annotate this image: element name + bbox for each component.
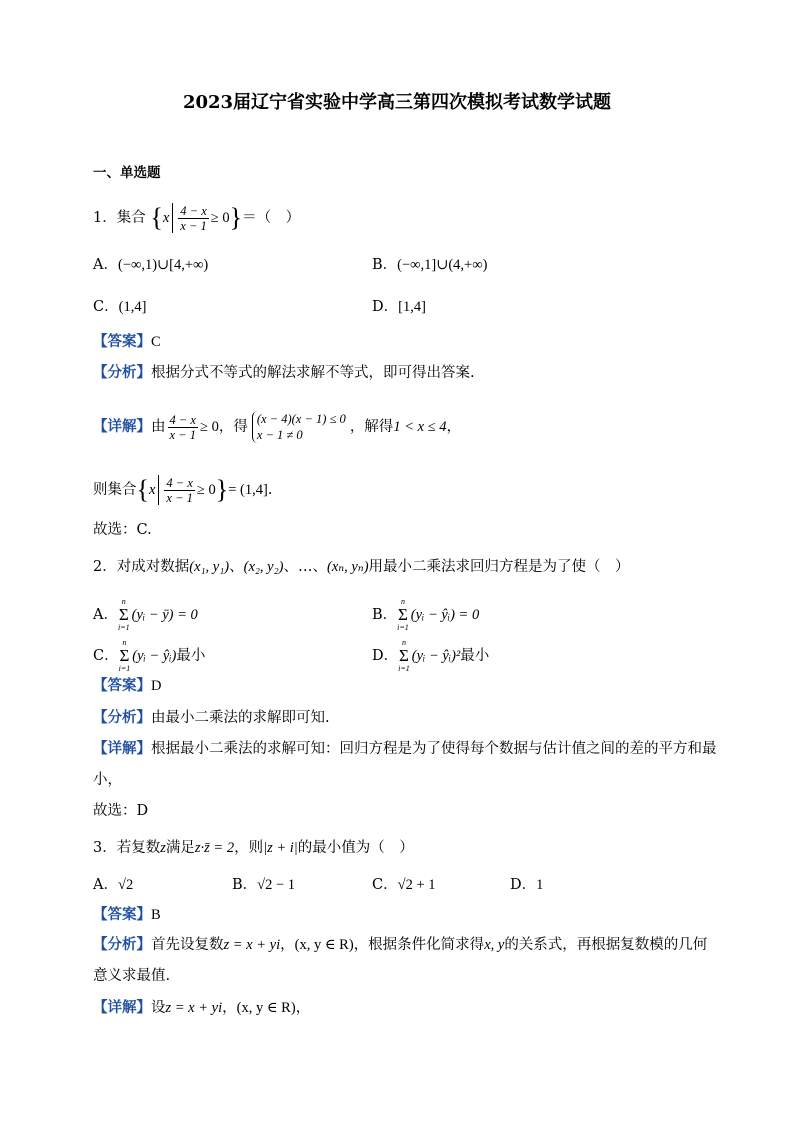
q3-answer bbox=[93, 905, 161, 925]
option-label: A． bbox=[93, 877, 118, 893]
sum-symbol bbox=[119, 638, 131, 674]
detail-text: ， bbox=[295, 1000, 311, 1016]
q2-detail bbox=[93, 739, 717, 759]
q1-option-a bbox=[93, 255, 208, 275]
option-label: D． bbox=[372, 648, 399, 664]
option-label: C． bbox=[93, 299, 119, 315]
q2-option-d bbox=[372, 638, 489, 674]
option-label: D． bbox=[510, 877, 537, 893]
pair-n: (xₙ, yₙ) bbox=[326, 559, 369, 575]
q1-option-b bbox=[372, 255, 487, 275]
brace-right: } bbox=[229, 203, 243, 232]
detail-tag: 【详解】 bbox=[93, 1000, 151, 1016]
option-text: √2 bbox=[117, 877, 134, 893]
sum-lower: i=1 bbox=[398, 664, 410, 673]
stem-text: 对成对数据 bbox=[116, 559, 190, 575]
analysis-text: ，根据条件化简求得 bbox=[353, 937, 485, 953]
pair-1: (x₁, y₁) bbox=[189, 559, 230, 575]
stem-text: 用最小二乘法求回归方程是为了使（ ） bbox=[368, 559, 630, 575]
stem-text: ，则 bbox=[234, 840, 264, 856]
answer-value: D bbox=[151, 678, 162, 694]
answer-value: C bbox=[151, 334, 161, 350]
sum-lower: i=1 bbox=[118, 664, 131, 673]
q3-option-a bbox=[93, 875, 133, 895]
detail-cond: ，(x, y ∈ R) bbox=[222, 1000, 296, 1016]
q2-option-c bbox=[93, 638, 205, 674]
option-label: B． bbox=[372, 257, 398, 273]
separator: 、 bbox=[229, 559, 244, 575]
q1-stem-post: ＝（ ） bbox=[242, 210, 301, 226]
detail-inequality: 1 < x ≤ 4 bbox=[393, 419, 447, 435]
analysis-tag: 【分析】 bbox=[93, 937, 151, 953]
analysis-text: 由最小二乘法的求解即可知. bbox=[151, 710, 330, 726]
frac-denominator: x − 1 bbox=[180, 218, 207, 233]
option-label: A． bbox=[93, 257, 118, 273]
system-line-2: x − 1 ≠ 0 bbox=[256, 428, 303, 442]
q1-option-c bbox=[93, 297, 146, 317]
frac-numerator: 4 − x bbox=[180, 203, 207, 218]
option-expr: (yᵢ − ŷᵢ) bbox=[132, 648, 177, 664]
answer-tag: 【答案】 bbox=[93, 678, 151, 694]
rel: ≥ 0 bbox=[196, 482, 216, 498]
sum-symbol bbox=[398, 638, 410, 674]
q1-number: 1． bbox=[93, 210, 117, 226]
brace-right: } bbox=[215, 475, 229, 504]
brace-left: { bbox=[150, 203, 163, 232]
q2-conclusion: 故选：D bbox=[93, 803, 149, 819]
option-label: B． bbox=[232, 877, 258, 893]
q1-then bbox=[93, 475, 272, 505]
q1-detail-fraction bbox=[168, 413, 198, 442]
set-bar bbox=[158, 475, 159, 505]
analysis-tag: 【分析】 bbox=[93, 710, 151, 726]
q1-option-d bbox=[372, 297, 426, 317]
frac-denominator: x − 1 bbox=[166, 490, 193, 505]
option-label: B． bbox=[372, 607, 398, 623]
q1-rel: ≥ 0 bbox=[210, 210, 230, 226]
option-label: D． bbox=[372, 299, 399, 315]
abs-expr: |z + i| bbox=[263, 840, 298, 856]
frac-numerator: 4 − x bbox=[166, 475, 193, 490]
answer-tag: 【答案】 bbox=[93, 334, 151, 350]
q1-conclusion: 故选：C. bbox=[93, 522, 152, 538]
inequality-system bbox=[252, 411, 346, 443]
stem-text: 若复数 bbox=[116, 840, 161, 856]
sum-symbol bbox=[397, 597, 409, 633]
sum-lower: i=1 bbox=[397, 623, 409, 632]
option-label: C． bbox=[372, 877, 398, 893]
stem-text: 满足 bbox=[165, 840, 195, 856]
answer-value: B bbox=[151, 907, 161, 923]
sigma-icon: Σ bbox=[399, 646, 409, 665]
q3-analysis bbox=[93, 935, 707, 955]
sum-lower: i=1 bbox=[117, 623, 130, 632]
page-title: 2023届辽宁省实验中学高三第四次模拟考试数学试题 bbox=[182, 92, 612, 113]
detail-text: 根据最小二乘法的求解可知：回归方程是为了使得每个数据与估计值之间的差的平方和最 bbox=[151, 741, 717, 757]
detail-tag: 【详解】 bbox=[93, 419, 151, 435]
condition: z·z̄ = 2 bbox=[194, 840, 235, 856]
option-text: [1,4] bbox=[398, 299, 426, 315]
q1-set-var: x bbox=[162, 210, 170, 226]
sigma-icon: Σ bbox=[118, 605, 129, 624]
separator: 、…、 bbox=[283, 559, 327, 575]
pair-2: (x₂, y₂) bbox=[243, 559, 284, 575]
option-post: 最小 bbox=[460, 648, 490, 664]
sum-upper: n bbox=[400, 597, 405, 606]
q1-answer bbox=[93, 332, 161, 352]
option-text: (−∞,1]∪(4,+∞) bbox=[397, 257, 488, 273]
set-bar bbox=[172, 203, 173, 233]
q1-stem bbox=[93, 203, 300, 233]
detail-text: 由 bbox=[151, 419, 166, 435]
q1-analysis bbox=[93, 363, 475, 383]
option-expr: (yᵢ − ŷᵢ) = 0 bbox=[410, 607, 480, 623]
stem-text: 的最小值为（ ） bbox=[297, 840, 414, 856]
detail-rel: ≥ 0 bbox=[199, 419, 219, 435]
sum-upper: n bbox=[121, 597, 126, 606]
option-label: C． bbox=[93, 648, 119, 664]
q2-detail-line2: 小， bbox=[93, 772, 122, 788]
var-z: z bbox=[160, 840, 166, 856]
then-end: . bbox=[267, 482, 273, 498]
option-expr: (yᵢ − ŷᵢ)² bbox=[411, 648, 461, 664]
frac-numerator: 4 − x bbox=[169, 412, 196, 427]
detail-tag: 【详解】 bbox=[93, 741, 151, 757]
analysis-cond: ，(x, y ∈ R) bbox=[280, 937, 354, 953]
detail-text: ， bbox=[446, 419, 461, 435]
detail-z: z = x + yi bbox=[165, 1000, 223, 1016]
sum-symbol bbox=[118, 597, 130, 633]
analysis-text: 的关系式，再根据复数模的几何 bbox=[504, 937, 708, 953]
option-expr: (yᵢ − ȳ) = 0 bbox=[131, 607, 198, 623]
q1-stem-pre: 集合 bbox=[116, 210, 146, 226]
q2-answer bbox=[93, 676, 161, 696]
sigma-icon: Σ bbox=[398, 605, 408, 624]
detail-text: 设 bbox=[151, 1000, 166, 1016]
analysis-tag: 【分析】 bbox=[93, 365, 151, 381]
analysis-text: 首先设复数 bbox=[151, 937, 224, 953]
q3-option-c bbox=[372, 875, 436, 895]
q3-option-b bbox=[232, 875, 295, 895]
q3-number: 3． bbox=[93, 840, 117, 856]
option-text: (1,4] bbox=[118, 299, 147, 315]
frac-denominator: x − 1 bbox=[169, 427, 196, 442]
analysis-text: 根据分式不等式的解法求解不等式，即可得出答案. bbox=[151, 365, 475, 381]
option-post: 最小 bbox=[176, 648, 206, 664]
option-text: (−∞,1)∪[4,+∞) bbox=[117, 257, 209, 273]
sigma-icon: Σ bbox=[119, 646, 130, 665]
detail-text: ，得 bbox=[218, 419, 248, 435]
sum-upper: n bbox=[401, 638, 406, 647]
detail-text: ，解得 bbox=[349, 419, 394, 435]
q3-analysis-line2: 意义求最值. bbox=[93, 968, 171, 984]
analysis-xy: x, y bbox=[484, 937, 505, 953]
option-text: √2 + 1 bbox=[397, 877, 436, 893]
q2-stem bbox=[93, 557, 630, 577]
system-line-1: (x − 4)(x − 1) ≤ 0 bbox=[256, 412, 346, 426]
q2-number: 2． bbox=[93, 559, 117, 575]
brace-left: { bbox=[136, 475, 149, 504]
analysis-z: z = x + yi bbox=[223, 937, 281, 953]
q3-detail bbox=[93, 998, 310, 1018]
q3-option-d bbox=[510, 875, 543, 895]
q1-then-fraction bbox=[164, 476, 194, 505]
answer-tag: 【答案】 bbox=[93, 907, 151, 923]
option-text: √2 − 1 bbox=[257, 877, 296, 893]
then-text: 则集合 bbox=[93, 482, 137, 498]
q2-option-b bbox=[372, 597, 479, 633]
sum-upper: n bbox=[122, 638, 127, 647]
then-result: = (1,4] bbox=[228, 482, 268, 498]
option-text: 1 bbox=[536, 877, 544, 893]
option-label: A． bbox=[93, 607, 118, 623]
set-var: x bbox=[148, 482, 156, 498]
q3-stem bbox=[93, 838, 414, 858]
q1-detail bbox=[93, 411, 461, 443]
q1-fraction bbox=[178, 204, 208, 233]
section-heading: 一、单选题 bbox=[93, 165, 161, 181]
q2-analysis bbox=[93, 708, 330, 728]
q2-option-a bbox=[93, 597, 198, 633]
